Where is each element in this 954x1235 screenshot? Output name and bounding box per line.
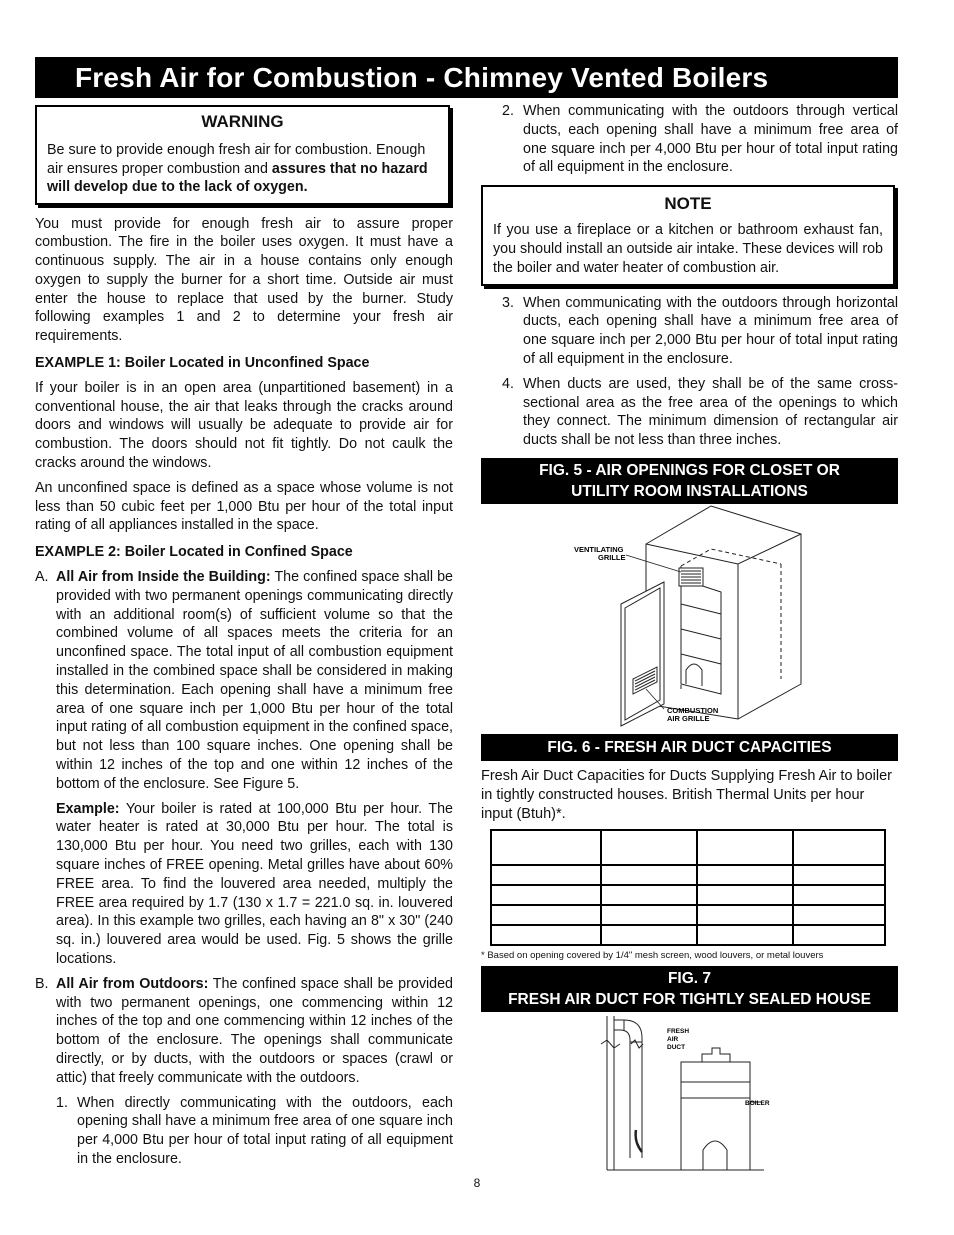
table-cell	[491, 925, 601, 945]
label-air: AIR	[667, 1036, 679, 1044]
table-cell	[793, 865, 885, 885]
table-cell	[491, 905, 601, 925]
table-row	[491, 905, 885, 925]
table-cell	[793, 830, 885, 865]
fig5-illustration	[481, 504, 898, 734]
list-item-a	[35, 568, 453, 794]
list-item	[502, 102, 898, 177]
note-text: If you use a fireplace or a kitchen or bathroom exhaust fan, you should install an outside air intake. These devices will rob the boiler and water heater of combustion air.	[493, 222, 883, 276]
table-cell	[601, 865, 697, 885]
list-item-text: When directly communicating with the outdoors, each opening shall have a minimum free area of one square inch per 4,000 Btu per hour of total input rating of all equipment in the enclosure.	[77, 1094, 453, 1167]
table-row	[491, 885, 885, 905]
table-cell	[793, 925, 885, 945]
list-item-text: When ducts are used, they shall be of the same cross-sectional area as the free area of the openings to which they connect. The minimum dimension of rectangular air ducts shall be not less than three inches.	[523, 375, 898, 449]
list-item-text: When communicating with the outdoors through vertical ducts, each opening shall have a minimum free area of one square inch per 4,000 Btu per hour of total input rating of all equipment in the enclosure.	[523, 103, 898, 176]
fig5-title	[481, 458, 898, 504]
list-marker: 2.	[502, 103, 514, 119]
list-item	[502, 294, 898, 369]
item-a-text: The confined space shall be provided with two permanent openings communicating directly with an additional room(s) of sufficient volume so that the combined volume of all spaces meets the criteria for an unconfined space. The total input of all combustion equipment installed in the combined space shall be considered in making this determination. Each opening shall have a minimum free area of one square inch per 1,000 Btu per hour of the total input rating of all combustion equipment in the confined space, but not less than 100 square inches. One opening shall be within 12 inches of the top and one within 12 inches of the bottom of the enclosure. See Figure 5.	[56, 569, 453, 792]
fig7-title-line2: FRESH AIR DUCT FOR TIGHTLY SEALED HOUSE	[508, 991, 871, 1009]
table-cell	[601, 830, 697, 865]
duct-drawing	[481, 1012, 898, 1172]
table-cell	[491, 865, 601, 885]
page-title: Fresh Air for Combustion - Chimney Vented Boilers	[35, 57, 898, 98]
warning-text-bold: assures that no hazard will develop due to the lack of oxygen.	[47, 160, 428, 195]
table-cell	[697, 905, 793, 925]
example-paragraph	[56, 800, 453, 969]
intro-paragraph: You must provide for enough fresh air to assure proper combustion. The fire in the boiler uses oxygen. It must have a continuous supply. The air in a house contains only enough oxygen to supply the burner for a short time. Outside air must enter the house to replace that used by the burner. Study following examples 1 and 2 to determine your fresh air requirements.	[35, 215, 453, 345]
fig5-title-line1: FIG. 5 - AIR OPENINGS FOR CLOSET OR	[539, 461, 840, 479]
label-grille: GRILLE	[598, 552, 626, 562]
list-marker: 1.	[56, 1094, 68, 1111]
list-item-b	[35, 975, 453, 1088]
list-marker: 3.	[502, 294, 514, 311]
fig5-title-line2: UTILITY ROOM INSTALLATIONS	[571, 482, 808, 500]
warning-box	[35, 105, 450, 205]
item-b-text: The confined space shall be provided with two permanent openings, one commencing within 12 inches of the top and one commencing within 12 inches of the bottom of the enclosure. The openings shall communicate directly, or by ducts, with the outdoors or spaces (crawl or attic) that freely communicate with the outdoors.	[56, 975, 453, 1086]
list-marker: B.	[35, 975, 49, 992]
right-column	[481, 102, 898, 1172]
note-title: NOTE	[664, 194, 712, 214]
fig6-footnote: * Based on opening covered by 1/4" mesh screen, wood louvers, or metal louvers	[481, 950, 824, 962]
table-row	[491, 925, 885, 945]
warning-text	[47, 141, 438, 197]
table-cell	[697, 830, 793, 865]
table-header-row	[491, 830, 885, 865]
table-cell	[697, 865, 793, 885]
table-cell	[793, 905, 885, 925]
table-cell	[601, 905, 697, 925]
list-item	[56, 1094, 453, 1169]
fig7-illustration	[481, 1012, 898, 1172]
ventilating-grille-icon	[679, 568, 703, 586]
table-row	[491, 865, 885, 885]
list-item	[502, 375, 898, 450]
label-fresh: FRESH	[667, 1028, 690, 1036]
table-cell	[793, 885, 885, 905]
fig6-title: FIG. 6 - FRESH AIR DUCT CAPACITIES	[481, 734, 898, 761]
label-air-grille: AIR GRILLE	[667, 713, 710, 723]
list-marker: 4.	[502, 375, 514, 392]
example1-paragraph-1: If your boiler is in an open area (unpartitioned basement) in a conventional house, the air that leaks through the cracks around doors and windows will usually be adequate to provide air for combustion. The doors should not fit tightly. Do not caulk the cracks around the windows.	[35, 379, 453, 472]
example-bold: Example:	[56, 800, 120, 817]
label-combustion: COMBUSTION	[667, 705, 719, 715]
warning-title: WARNING	[201, 112, 284, 131]
fig7-title-line1: FIG. 7	[667, 970, 712, 988]
duct-capacity-table	[490, 829, 886, 946]
item-b-bold: All Air from Outdoors:	[56, 975, 209, 992]
table-cell	[491, 830, 601, 865]
example-text: Your boiler is rated at 100,000 Btu per hour. The water heater is rated at 30,000 Btu per hour. The total is 130,000 Btu per hour. You need two grilles, each with 130 square inches of FREE opening. Metal grilles have about 60% FREE area. To find the louvered area needed, multiply the FREE area required by 1.7 (130 x 1.7 = 221.0 sq. in. louvered area). In this example two grilles, each having an 8" x 30" (240 sq. in.) louvered area would be used. Fig. 5 shows the grille locations.	[56, 800, 453, 967]
list-item-text: When communicating with the outdoors through horizontal ducts, each opening shall have a minimum free area of one square inch per 2,000 Btu per hour of total input rating of all equipment in the enclosure.	[523, 294, 898, 367]
sub-list	[56, 1094, 453, 1169]
table-cell	[697, 885, 793, 905]
fig6-description: Fresh Air Duct Capacities for Ducts Supplying Fresh Air to boiler in tightly constructed houses. British Thermal Units per hour input (Btuh)*.	[481, 767, 892, 822]
fig7-title	[481, 966, 898, 1012]
closet-drawing	[481, 504, 898, 734]
item-a-bold: All Air from Inside the Building:	[56, 569, 271, 586]
left-column	[35, 105, 453, 1175]
table-cell	[491, 885, 601, 905]
label-duct: DUCT	[667, 1044, 686, 1052]
label-boiler: BOILER	[745, 1100, 770, 1108]
table-cell	[697, 925, 793, 945]
page-number: 8	[473, 1176, 481, 1190]
warning-text-plain: Be sure to provide enough fresh air for combustion. Enough air ensures proper combustion and	[47, 142, 426, 177]
list-marker: A.	[35, 569, 49, 586]
example1-heading: EXAMPLE 1: Boiler Located in Unconfined Space	[35, 355, 370, 372]
table-cell	[601, 925, 697, 945]
label-ventilating: VENTILATING	[574, 544, 624, 554]
table-cell	[601, 885, 697, 905]
note-box	[481, 185, 895, 285]
example2-heading: EXAMPLE 2: Boiler Located in Confined Space	[35, 544, 353, 561]
example1-paragraph-2: An unconfined space is defined as a space whose volume is not less than 50 cubic feet per 1,000 Btu per hour of the total input rating of all appliances installed in the space.	[35, 479, 453, 534]
